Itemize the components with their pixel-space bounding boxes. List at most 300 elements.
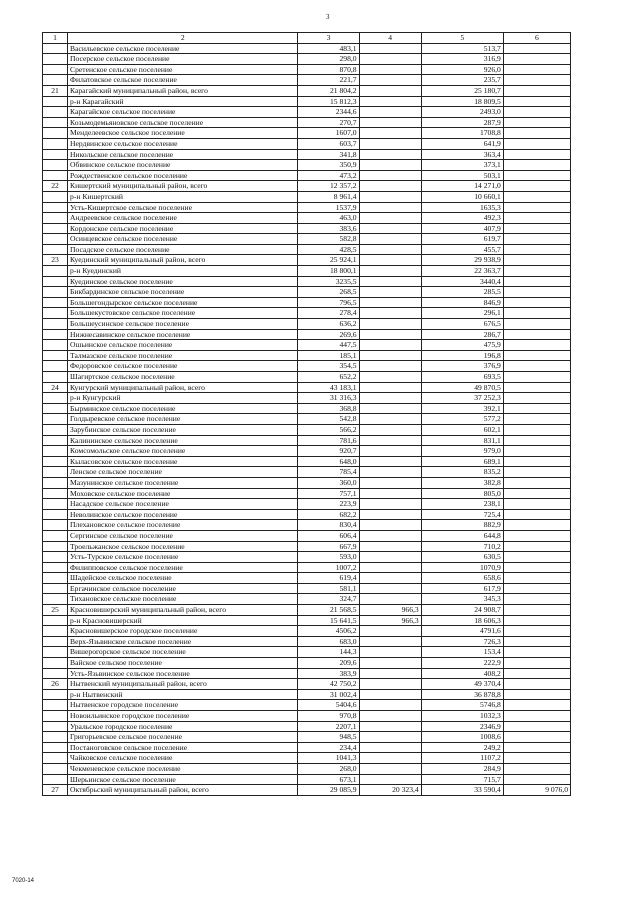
table-row (43, 732, 571, 743)
value-cell-col4 (359, 117, 421, 128)
name-cell: Голдыревское сельское поселение (68, 414, 298, 425)
name-cell: Красновишерский муниципальный район, всего (68, 605, 298, 616)
value-cell-col5: 25 180,7 (421, 85, 503, 96)
value-cell-col6 (503, 382, 570, 393)
value-cell-col4: 966,3 (359, 605, 421, 616)
value-cell-col6 (503, 477, 570, 488)
name-cell: Обвинское сельское поселение (68, 160, 298, 171)
header-cell-col3: 3 (298, 33, 359, 44)
value-cell-col4 (359, 403, 421, 414)
row-number-cell (43, 774, 68, 785)
value-cell-col4 (359, 541, 421, 552)
value-cell-col5: 725,4 (421, 509, 503, 520)
row-number-cell (43, 54, 68, 65)
table-row (43, 96, 571, 107)
table-row (43, 329, 571, 340)
row-number-cell (43, 446, 68, 457)
value-cell-col5: 726,3 (421, 636, 503, 647)
value-cell-col5: 644,8 (421, 530, 503, 541)
row-number-cell (43, 721, 68, 732)
value-cell-col6 (503, 372, 570, 383)
value-cell-col5: 392,1 (421, 403, 503, 414)
value-cell-col5: 316,9 (421, 54, 503, 65)
table-row (43, 668, 571, 679)
table-row (43, 509, 571, 520)
row-number-cell (43, 329, 68, 340)
value-cell-col4 (359, 54, 421, 65)
value-cell-col3: 785,4 (298, 467, 359, 478)
row-number-cell (43, 456, 68, 467)
table-row (43, 149, 571, 160)
value-cell-col6 (503, 647, 570, 658)
name-cell: Посадское сельское поселение (68, 244, 298, 255)
row-number-cell (43, 541, 68, 552)
name-cell: Неволинское сельское поселение (68, 509, 298, 520)
value-cell-col6 (503, 456, 570, 467)
table-row (43, 213, 571, 224)
row-number-cell: 24 (43, 382, 68, 393)
value-cell-col6 (503, 202, 570, 213)
value-cell-col3: 652,2 (298, 372, 359, 383)
table-row (43, 658, 571, 669)
value-cell-col5: 235,7 (421, 75, 503, 86)
value-cell-col5: 475,9 (421, 340, 503, 351)
row-number-cell (43, 213, 68, 224)
value-cell-col5: 1708,8 (421, 128, 503, 139)
value-cell-col3: 43 183,1 (298, 382, 359, 393)
table-row (43, 361, 571, 372)
row-number-cell (43, 573, 68, 584)
row-number-cell (43, 96, 68, 107)
footer-code: 7020-14 (12, 878, 35, 884)
value-cell-col4 (359, 668, 421, 679)
value-cell-col6 (503, 446, 570, 457)
name-cell: Филипповское сельское поселение (68, 562, 298, 573)
table-row (43, 742, 571, 753)
table-row (43, 573, 571, 584)
table-row (43, 319, 571, 330)
value-cell-col5: 630,5 (421, 552, 503, 563)
table-row (43, 689, 571, 700)
row-number-cell (43, 732, 68, 743)
value-cell-col3: 619,4 (298, 573, 359, 584)
value-cell-col6 (503, 75, 570, 86)
table-row (43, 340, 571, 351)
table-row (43, 276, 571, 287)
name-cell: Усть-Турское сельское поселение (68, 552, 298, 563)
value-cell-col5: 503,1 (421, 170, 503, 181)
table-row (43, 64, 571, 75)
value-cell-col5: 296,1 (421, 308, 503, 319)
value-cell-col5: 676,5 (421, 319, 503, 330)
table-row (43, 191, 571, 202)
row-number-cell (43, 403, 68, 414)
value-cell-col6 (503, 658, 570, 669)
value-cell-col4 (359, 530, 421, 541)
name-cell: Калининское сельское поселение (68, 435, 298, 446)
value-cell-col5: 831,1 (421, 435, 503, 446)
value-cell-col3: 636,2 (298, 319, 359, 330)
name-cell: Новоильинское городское поселение (68, 711, 298, 722)
value-cell-col5: 18 809,5 (421, 96, 503, 107)
value-cell-col4 (359, 138, 421, 149)
value-cell-col6 (503, 64, 570, 75)
value-cell-col6 (503, 721, 570, 732)
value-cell-col4 (359, 170, 421, 181)
table-row (43, 679, 571, 690)
row-number-cell (43, 107, 68, 118)
table-row (43, 393, 571, 404)
name-cell: Вайское сельское поселение (68, 658, 298, 669)
table-row (43, 308, 571, 319)
value-cell-col4 (359, 594, 421, 605)
value-cell-col5: 36 878,8 (421, 689, 503, 700)
value-cell-col5: 715,7 (421, 774, 503, 785)
value-cell-col4 (359, 340, 421, 351)
value-cell-col6 (503, 541, 570, 552)
value-cell-col6 (503, 160, 570, 171)
value-cell-col5: 285,5 (421, 287, 503, 298)
row-number-cell (43, 350, 68, 361)
value-cell-col5: 376,9 (421, 361, 503, 372)
value-cell-col5: 4791,6 (421, 626, 503, 637)
value-cell-col3: 31 002,4 (298, 689, 359, 700)
value-cell-col5: 619,7 (421, 234, 503, 245)
table-row (43, 626, 571, 637)
value-cell-col5: 249,2 (421, 742, 503, 753)
value-cell-col3: 673,1 (298, 774, 359, 785)
value-cell-col3: 948,5 (298, 732, 359, 743)
value-cell-col5: 287,9 (421, 117, 503, 128)
value-cell-col3: 298,0 (298, 54, 359, 65)
value-cell-col4 (359, 467, 421, 478)
table-row (43, 594, 571, 605)
table-row (43, 446, 571, 457)
row-number-cell (43, 700, 68, 711)
name-cell: Кишертский муниципальный район, всего (68, 181, 298, 192)
value-cell-col3: 682,2 (298, 509, 359, 520)
name-cell: р-н Кишертский (68, 191, 298, 202)
name-cell: р-н Куединский (68, 266, 298, 277)
value-cell-col3: 2344,6 (298, 107, 359, 118)
name-cell: Васильевское сельское поселение (68, 43, 298, 54)
table-row (43, 605, 571, 616)
value-cell-col6 (503, 244, 570, 255)
value-cell-col6 (503, 393, 570, 404)
table-row (43, 488, 571, 499)
name-cell: Куединский муниципальный район, всего (68, 255, 298, 266)
row-number-cell (43, 43, 68, 54)
value-cell-col6 (503, 530, 570, 541)
row-number-cell: 27 (43, 785, 68, 796)
row-number-cell (43, 266, 68, 277)
value-cell-col5: 286,7 (421, 329, 503, 340)
name-cell: Постаноговское сельское поселение (68, 742, 298, 753)
row-number-cell (43, 372, 68, 383)
table-row (43, 234, 571, 245)
table-row (43, 255, 571, 266)
value-cell-col4 (359, 223, 421, 234)
row-number-cell (43, 287, 68, 298)
name-cell: Большеусинское сельское поселение (68, 319, 298, 330)
name-cell: Усть-Язьвинское сельское поселение (68, 668, 298, 679)
value-cell-col4: 966,3 (359, 615, 421, 626)
page-number: 3 (326, 13, 330, 21)
name-cell: Кыласовское сельское поселение (68, 456, 298, 467)
name-cell: Сретенское сельское поселение (68, 64, 298, 75)
value-cell-col4 (359, 424, 421, 435)
value-cell-col4: 20 323,4 (359, 785, 421, 796)
row-number-cell: 25 (43, 605, 68, 616)
row-number-cell (43, 520, 68, 531)
name-cell: Мазунинское сельское поселение (68, 477, 298, 488)
value-cell-col6 (503, 742, 570, 753)
header-cell-col6: 6 (503, 33, 570, 44)
name-cell: Филатовское сельское поселение (68, 75, 298, 86)
value-cell-col5: 49 870,5 (421, 382, 503, 393)
value-cell-col3: 144,3 (298, 647, 359, 658)
value-cell-col4 (359, 679, 421, 690)
name-cell: Карагайский муниципальный район, всего (68, 85, 298, 96)
table-row (43, 721, 571, 732)
name-cell: Сергинское сельское поселение (68, 530, 298, 541)
value-cell-col4 (359, 107, 421, 118)
name-cell: р-н Красновишерский (68, 615, 298, 626)
value-cell-col5: 1635,3 (421, 202, 503, 213)
table-row (43, 414, 571, 425)
row-number-cell (43, 64, 68, 75)
value-cell-col4 (359, 636, 421, 647)
row-number-cell (43, 583, 68, 594)
row-number-cell (43, 499, 68, 510)
value-cell-col6 (503, 562, 570, 573)
table-row (43, 138, 571, 149)
row-number-cell (43, 276, 68, 287)
value-cell-col4 (359, 181, 421, 192)
value-cell-col4 (359, 446, 421, 457)
value-cell-col3: 15 641,5 (298, 615, 359, 626)
name-cell: Григорьевское сельское поселение (68, 732, 298, 743)
value-cell-col4 (359, 266, 421, 277)
value-cell-col5: 455,7 (421, 244, 503, 255)
value-cell-col5: 10 660,1 (421, 191, 503, 202)
name-cell: Нытвенский муниципальный район, всего (68, 679, 298, 690)
value-cell-col4 (359, 297, 421, 308)
value-cell-col5: 1107,2 (421, 753, 503, 764)
value-cell-col6 (503, 583, 570, 594)
row-number-cell: 21 (43, 85, 68, 96)
value-cell-col5: 382,8 (421, 477, 503, 488)
value-cell-col5: 641,9 (421, 138, 503, 149)
name-cell: Зарубинское сельское поселение (68, 424, 298, 435)
value-cell-col3: 593,0 (298, 552, 359, 563)
value-cell-col6 (503, 509, 570, 520)
value-cell-col6 (503, 732, 570, 743)
header-cell-col5: 5 (421, 33, 503, 44)
value-cell-col4 (359, 562, 421, 573)
value-cell-col5: 617,9 (421, 583, 503, 594)
value-cell-col3: 603,7 (298, 138, 359, 149)
value-cell-col3: 483,1 (298, 43, 359, 54)
row-number-cell (43, 594, 68, 605)
value-cell-col4 (359, 234, 421, 245)
value-cell-col6 (503, 499, 570, 510)
table-row (43, 435, 571, 446)
row-number-cell (43, 742, 68, 753)
value-cell-col5: 513,7 (421, 43, 503, 54)
value-cell-col5: 153,4 (421, 647, 503, 658)
value-cell-col6 (503, 763, 570, 774)
value-cell-col6 (503, 213, 570, 224)
value-cell-col3: 221,7 (298, 75, 359, 86)
row-number-cell (43, 223, 68, 234)
table-row (43, 297, 571, 308)
table-row (43, 382, 571, 393)
table-row (43, 520, 571, 531)
value-cell-col3: 383,9 (298, 668, 359, 679)
row-number-cell (43, 128, 68, 139)
value-cell-col6 (503, 573, 570, 584)
value-cell-col5: 407,9 (421, 223, 503, 234)
value-cell-col6 (503, 467, 570, 478)
value-cell-col4 (359, 361, 421, 372)
value-cell-col3: 2207,1 (298, 721, 359, 732)
value-cell-col5: 658,6 (421, 573, 503, 584)
value-cell-col5: 24 908,7 (421, 605, 503, 616)
value-cell-col6 (503, 552, 570, 563)
row-number-cell (43, 424, 68, 435)
value-cell-col5: 196,8 (421, 350, 503, 361)
row-number-cell: 26 (43, 679, 68, 690)
table-row (43, 107, 571, 118)
value-cell-col6 (503, 43, 570, 54)
name-cell: Октябрьский муниципальный район, всего (68, 785, 298, 796)
name-cell: Талмазское сельское поселение (68, 350, 298, 361)
value-cell-col4 (359, 711, 421, 722)
value-cell-col4 (359, 742, 421, 753)
value-cell-col3: 234,4 (298, 742, 359, 753)
name-cell: Плехановское сельское поселение (68, 520, 298, 531)
value-cell-col5: 710,2 (421, 541, 503, 552)
value-cell-col6 (503, 128, 570, 139)
row-number-cell: 22 (43, 181, 68, 192)
value-cell-col4 (359, 509, 421, 520)
table-row (43, 711, 571, 722)
value-cell-col5: 14 271,0 (421, 181, 503, 192)
value-cell-col3: 3235,5 (298, 276, 359, 287)
value-cell-col3: 18 800,1 (298, 266, 359, 277)
value-cell-col5: 222,9 (421, 658, 503, 669)
value-cell-col4 (359, 191, 421, 202)
table-row (43, 636, 571, 647)
table-row (43, 467, 571, 478)
row-number-cell (43, 361, 68, 372)
value-cell-col6 (503, 435, 570, 446)
row-number-cell (43, 477, 68, 488)
value-cell-col3: 781,6 (298, 435, 359, 446)
value-cell-col6 (503, 234, 570, 245)
row-number-cell (43, 149, 68, 160)
value-cell-col3: 683,0 (298, 636, 359, 647)
table-row (43, 552, 571, 563)
name-cell: Никольское сельское поселение (68, 149, 298, 160)
value-cell-col5: 689,1 (421, 456, 503, 467)
row-number-cell (43, 191, 68, 202)
value-cell-col3: 268,0 (298, 763, 359, 774)
value-cell-col4 (359, 372, 421, 383)
value-cell-col3: 667,9 (298, 541, 359, 552)
value-cell-col3: 870,8 (298, 64, 359, 75)
table-row (43, 785, 571, 796)
name-cell: Бикбардинское сельское поселение (68, 287, 298, 298)
row-number-cell (43, 658, 68, 669)
value-cell-col5: 33 590,4 (421, 785, 503, 796)
value-cell-col3: 21 568,5 (298, 605, 359, 616)
value-cell-col4 (359, 64, 421, 75)
table-row (43, 647, 571, 658)
value-cell-col5: 805,0 (421, 488, 503, 499)
value-cell-col5: 37 252,3 (421, 393, 503, 404)
value-cell-col5: 835,2 (421, 467, 503, 478)
row-number-cell (43, 170, 68, 181)
name-cell: Троельжанское сельское поселение (68, 541, 298, 552)
value-cell-col3: 4506,2 (298, 626, 359, 637)
row-number-cell (43, 763, 68, 774)
value-cell-col6 (503, 615, 570, 626)
name-cell: Нытвенское городское поселение (68, 700, 298, 711)
value-cell-col5: 408,2 (421, 668, 503, 679)
name-cell: Посерское сельское поселение (68, 54, 298, 65)
value-cell-col3: 324,7 (298, 594, 359, 605)
value-cell-col3: 796,5 (298, 297, 359, 308)
table-header-row (43, 33, 571, 44)
name-cell: Бырминское сельское поселение (68, 403, 298, 414)
table-row (43, 75, 571, 86)
value-cell-col6 (503, 181, 570, 192)
row-number-cell (43, 393, 68, 404)
table-row (43, 530, 571, 541)
value-cell-col6 (503, 191, 570, 202)
value-cell-col4 (359, 658, 421, 669)
value-cell-col5: 22 363,7 (421, 266, 503, 277)
value-cell-col3: 428,5 (298, 244, 359, 255)
value-cell-col3: 354,5 (298, 361, 359, 372)
row-number-cell (43, 689, 68, 700)
name-cell: Рождественское сельское поселение (68, 170, 298, 181)
row-number-cell (43, 414, 68, 425)
value-cell-col6 (503, 403, 570, 414)
value-cell-col6 (503, 319, 570, 330)
row-number-cell (43, 138, 68, 149)
value-cell-col6 (503, 138, 570, 149)
value-cell-col3: 29 085,9 (298, 785, 359, 796)
value-cell-col6 (503, 266, 570, 277)
value-cell-col4 (359, 721, 421, 732)
table-row (43, 160, 571, 171)
row-number-cell (43, 202, 68, 213)
value-cell-col3: 566,2 (298, 424, 359, 435)
value-cell-col3: 447,5 (298, 340, 359, 351)
row-number-cell (43, 530, 68, 541)
row-number-cell (43, 636, 68, 647)
value-cell-col4 (359, 393, 421, 404)
value-cell-col4 (359, 75, 421, 86)
row-number-cell (43, 647, 68, 658)
value-cell-col5: 363,4 (421, 149, 503, 160)
value-cell-col4 (359, 520, 421, 531)
value-cell-col3: 970,8 (298, 711, 359, 722)
table-row (43, 266, 571, 277)
